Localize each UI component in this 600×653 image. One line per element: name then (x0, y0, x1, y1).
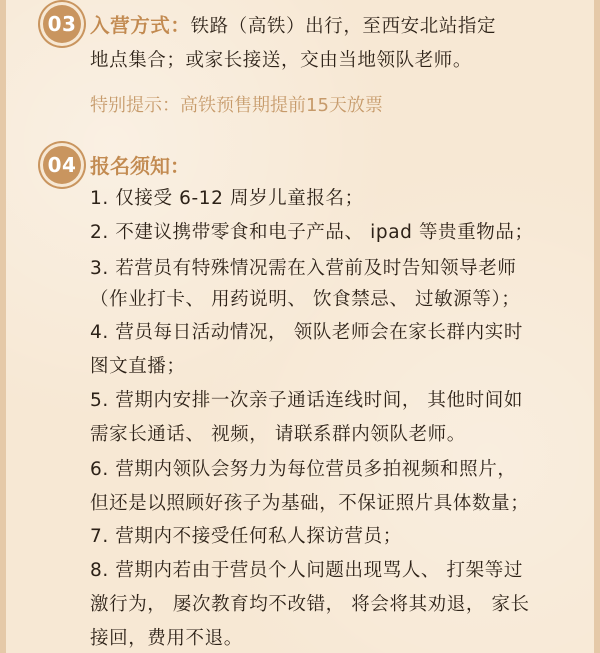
special-tip: 特别提示：高铁预售期提前15天放票 (90, 95, 383, 116)
notice-line: 4. 营员每日活动情况， 领队老师会在家长群内实时 (90, 322, 523, 343)
section-number: 04 (47, 153, 77, 177)
section-03-text-line-1: 铁路（高铁）出行，至西安北站指定 (190, 16, 497, 37)
notice-line: 8. 营期内若由于营员个人问题出现骂人、 打架等过 (90, 560, 523, 581)
section-number-badge (40, 143, 84, 187)
notice-line: 激行为， 屡次教育均不改错， 将会将其劝退， 家长 (90, 594, 530, 615)
section-heading: 报名须知： (90, 154, 190, 178)
section-03-first-line (90, 10, 496, 38)
notice-line: 接回，费用不退。 (90, 628, 243, 649)
notice-line: 6. 营期内领队会努力为每位营员多拍视频和照片， (90, 459, 517, 480)
section-heading: 入营方式： (90, 14, 191, 37)
notice-line: 但还是以照顾好孩子为基础，不保证照片具体数量； (90, 493, 530, 514)
notice-line: 1. 仅接受 6-12 周岁儿童报名； (90, 188, 364, 209)
notice-line: （作业打卡、 用药说明、 饮食禁忌、 过敏源等）； (90, 289, 521, 310)
section-number: 03 (47, 12, 77, 36)
notice-line: 2. 不建议携带零食和电子产品、 ipad 等贵重物品； (90, 222, 534, 243)
section-number-badge (40, 2, 84, 46)
notice-line: 3. 若营员有特殊情况需在入营前及时告知领导老师 (90, 258, 517, 279)
notice-line: 需家长通话、 视频， 请联系群内领队老师。 (90, 424, 466, 445)
notice-line: 图文直播； (90, 356, 186, 377)
notice-line: 5. 营期内安排一次亲子通话连线时间， 其他时间如 (90, 390, 523, 411)
notice-line: 7. 营期内不接受任何私人探访营员； (90, 526, 402, 547)
section-03-text-line-2: 地点集合；或家长接送，交由当地领队老师。 (90, 50, 473, 71)
